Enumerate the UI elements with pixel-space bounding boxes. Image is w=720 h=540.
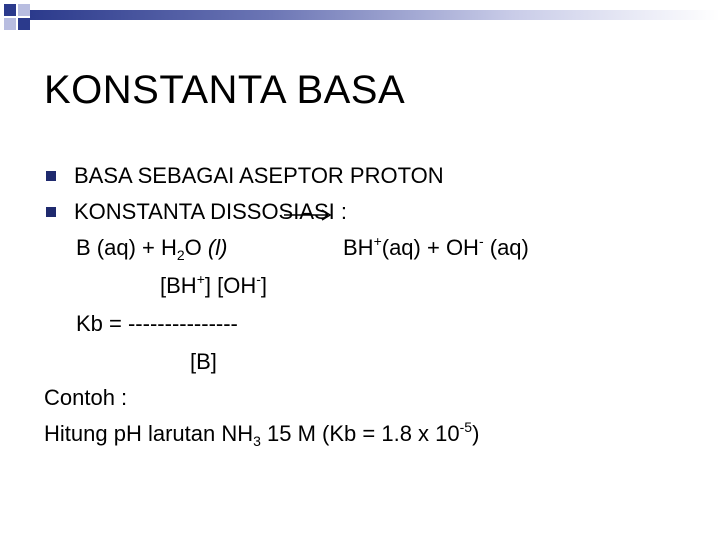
num-bh-charge: + [196,271,205,287]
example-label: Contoh : [44,385,128,410]
oh-charge: - [478,233,484,249]
bullet-item-2: KONSTANTA DISSOSIASI : [74,199,348,224]
reactant-text: B (aq) + H [76,235,177,260]
kb-fraction-line: Kb = --------------- [76,311,238,336]
bullet-item-1: BASA SEBAGAI ASEPTOR PROTON [74,163,444,188]
num-bh: [BH [160,273,197,298]
example-text-mid: 15 M (Kb = 1.8 x 10 [260,421,460,446]
water-o: O [184,235,208,260]
kb-denominator: [B] [190,349,217,374]
corner-square-2 [18,4,30,16]
corner-square-1 [4,4,16,16]
header-gradient-bar [30,10,720,20]
kb-numerator [160,272,267,300]
product-aq-oh: (aq) + OH [381,235,479,260]
kb-exponent: -5 [459,419,473,435]
reaction-arrow-icon [282,206,334,224]
slide-title: KONSTANTA BASA [44,68,406,112]
num-oh-charge: - [256,271,261,287]
example-text-start: Hitung pH larutan NH [44,421,254,446]
product-bh: BH [343,235,374,260]
bh-charge: + [373,233,382,249]
liquid-state: (l) [207,235,228,260]
corner-square-4 [18,18,30,30]
num-close: ] [260,273,268,298]
water-subscript: 2 [176,247,185,263]
bullet-square-icon [46,207,56,217]
product-aq: (aq) [483,235,529,260]
example-question [44,420,479,448]
corner-square-3 [4,18,16,30]
bullet-square-icon [46,171,56,181]
reaction-products [343,234,529,262]
num-oh: ] [OH [204,273,257,298]
reaction-reactants [76,234,227,262]
example-text-end: ) [472,421,480,446]
nh3-subscript: 3 [253,433,261,449]
